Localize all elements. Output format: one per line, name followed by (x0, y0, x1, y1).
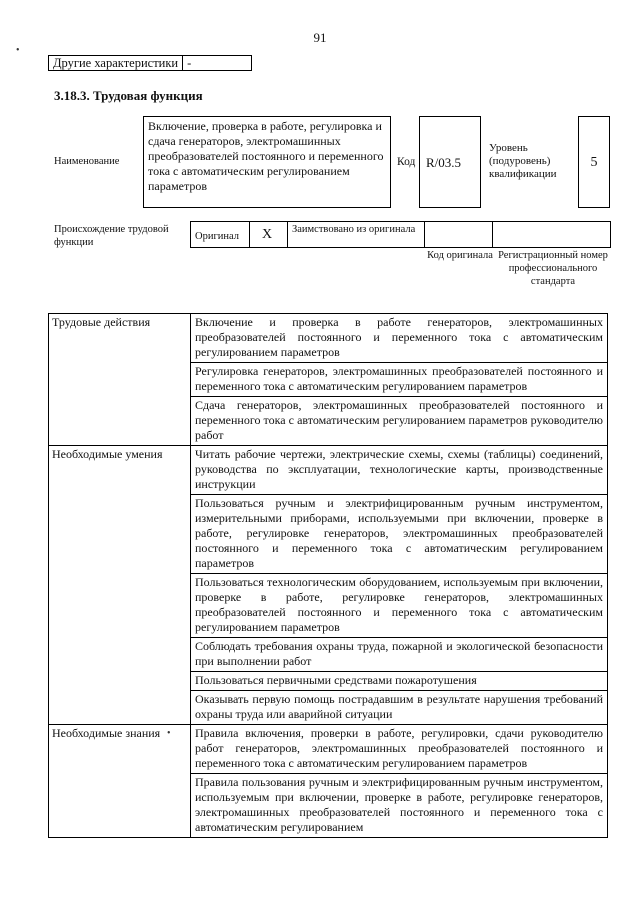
requirement-item: Регулировка генераторов, электромашинных преобразователей постоянного и переменного тока с автоматическим регулированием параметров (191, 363, 608, 397)
original-code-cell (425, 222, 493, 248)
category-label: Необходимые знания (49, 725, 191, 838)
requirement-item: Правила включения, проверки в работе, регулировки, сдачи руководителю работ генераторов, электромашинных преобразователей постоянного и переменного тока с автоматическим регулированием параметров (191, 725, 608, 774)
function-details-table (48, 313, 608, 838)
requirement-item: Включение и проверка в работе генераторов, электромашинных преобразователей постоянного и переменного тока с автоматическим регулированием параметров (191, 314, 608, 363)
origin-table (190, 221, 611, 248)
requirement-item: Оказывать первую помощь пострадавшим в результате нарушения требований охраны труда или аварийной ситуации (191, 691, 608, 725)
requirement-item: Сдача генераторов, электромашинных преобразователей постоянного и переменного тока с автоматическим регулированием параметров руководителю работ (191, 397, 608, 446)
table-row (49, 314, 608, 363)
table-row (49, 446, 608, 495)
borrowed-label: Заимствовано из оригинала (288, 222, 425, 248)
requirement-item: Соблюдать требования охраны труда, пожарной и экологической безопасности при выполнении работ (191, 638, 608, 672)
original-code-caption: Код оригинала (427, 250, 493, 261)
level-label: Уровень (подуровень) квалификации (489, 142, 557, 180)
requirement-item: Правила пользования ручным и электрифицированным ручным инструментом, используемым при включении, проверке в работе, регулировке генераторов, электромашинных преобразователей постоянного и переменного тока с автоматическим регулированием (191, 774, 608, 838)
margin-mark: • (16, 45, 20, 56)
requirement-item: Пользоваться ручным и электрифицированным ручным инструментом, измерительными приборами, используемыми при включении, проверке в работе, регулировке генераторов, электромашинных преобразователей постоянного и переменного тока с автоматическим регулированием параметров (191, 495, 608, 574)
registration-number-caption: Регистрационный номер профессионального стандарта (498, 250, 608, 287)
other-characteristics-table (48, 55, 252, 71)
requirement-item: Пользоваться технологическим оборудованием, используемым при включении, проверке в работе, регулировке генераторов, электромашинных преобразователей постоянного и переменного тока с автоматическим регулированием параметров (191, 574, 608, 638)
other-characteristics-value: - (183, 56, 252, 71)
name-label: Наименование (54, 156, 120, 167)
original-label: Оригинал (191, 222, 250, 248)
requirement-item: Пользоваться первичными средствами пожаротушения (191, 672, 608, 691)
origin-label: Происхождение трудовой функции (54, 224, 169, 248)
requirement-item: Читать рабочие чертежи, электрические схемы, схемы (таблицы) соединений, руководства по эксплуатации, технологические карты, производственные инструкции (191, 446, 608, 495)
page-number: 91 (313, 30, 327, 45)
category-label: Необходимые умения (49, 446, 191, 725)
registration-number-cell (493, 222, 611, 248)
section-heading: 3.18.3. Трудовая функция (54, 88, 203, 103)
qualification-level: 5 (578, 116, 610, 208)
original-mark: X (250, 222, 288, 248)
table-row (49, 725, 608, 774)
code-label: Код (397, 156, 416, 168)
category-label: Трудовые действия (49, 314, 191, 446)
function-name: Включение, проверка в работе, регулировка и сдача генераторов, электромашинных преобразователей постоянного и переменного тока с автоматическим регулированием параметров (143, 116, 391, 208)
function-code: R/03.5 (419, 116, 481, 208)
other-characteristics-label: Другие характеристики (49, 56, 183, 71)
margin-mark: • (167, 728, 171, 739)
